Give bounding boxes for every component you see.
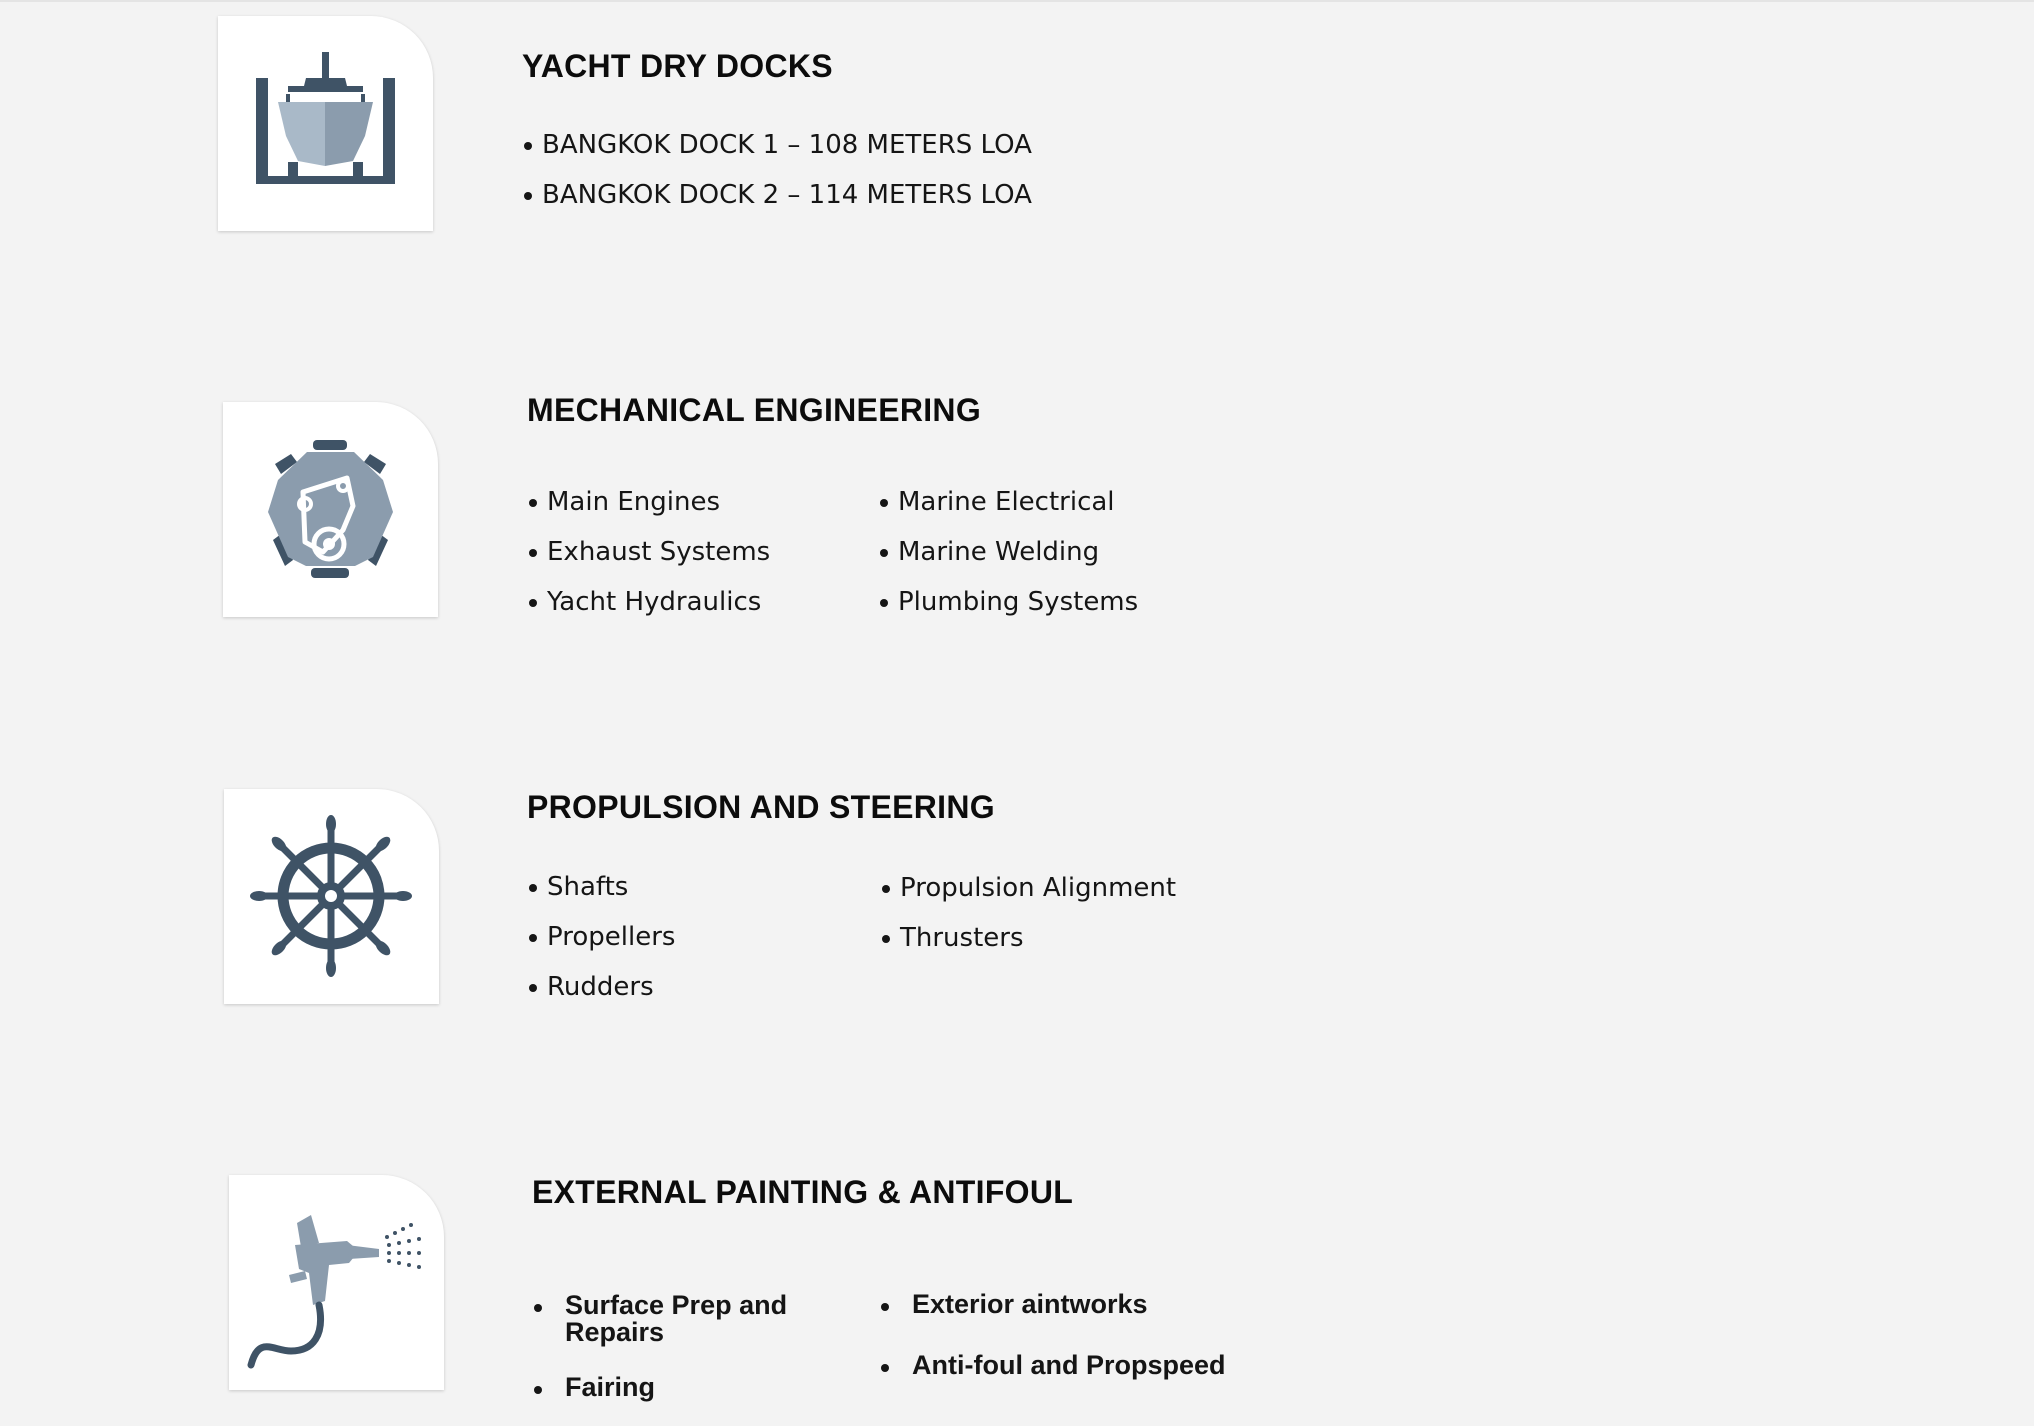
- list-item: Surface Prep and Repairs: [532, 1292, 825, 1346]
- list-item: Propellers: [529, 912, 675, 962]
- list-item: Shafts: [529, 862, 675, 912]
- list-item: Rudders: [529, 962, 675, 1012]
- list-item: Marine Welding: [880, 527, 1138, 577]
- painting-list-col1: [532, 1292, 825, 1401]
- propulsion-list-col1: [529, 862, 675, 1012]
- list-item: Marine Electrical: [880, 477, 1138, 527]
- list-item: Fairing: [532, 1374, 825, 1401]
- list-item: BANGKOK DOCK 1 – 108 METERS LOA: [524, 120, 1032, 170]
- section-title: EXTERNAL PAINTING & ANTIFOUL: [532, 1174, 1074, 1210]
- dry-dock-icon-card: [218, 16, 433, 231]
- list-item: Yacht Hydraulics: [529, 577, 770, 627]
- ship-wheel-icon-card: [224, 789, 439, 1004]
- section-title: MECHANICAL ENGINEERING: [527, 392, 982, 428]
- mechanical-list-col1: [529, 477, 770, 627]
- ship-wheel-icon: [224, 789, 439, 1004]
- list-item: Plumbing Systems: [880, 577, 1138, 627]
- list-item: Thrusters: [882, 913, 1176, 963]
- list-item: Exhaust Systems: [529, 527, 770, 577]
- section-title: YACHT DRY DOCKS: [522, 48, 833, 84]
- dry-dock-icon: [218, 16, 433, 231]
- section-title: PROPULSION AND STEERING: [527, 789, 995, 825]
- list-item: Exterior aintworks: [879, 1291, 1312, 1318]
- dock-list: [524, 120, 1032, 220]
- list-item: Propulsion Alignment: [882, 863, 1176, 913]
- engine-icon-card: [223, 402, 438, 617]
- list-item: BANGKOK DOCK 2 – 114 METERS LOA: [524, 170, 1032, 220]
- spray-gun-icon-card: [229, 1175, 444, 1390]
- spray-gun-icon: [229, 1175, 444, 1390]
- mechanical-list-col2: [880, 477, 1138, 627]
- painting-list-col2: [879, 1291, 1312, 1379]
- propulsion-list-col2: [882, 863, 1176, 963]
- list-item: Anti-foul and Propspeed: [879, 1352, 1312, 1379]
- list-item: Main Engines: [529, 477, 770, 527]
- top-divider: [0, 0, 2034, 2]
- engine-icon: [223, 402, 438, 617]
